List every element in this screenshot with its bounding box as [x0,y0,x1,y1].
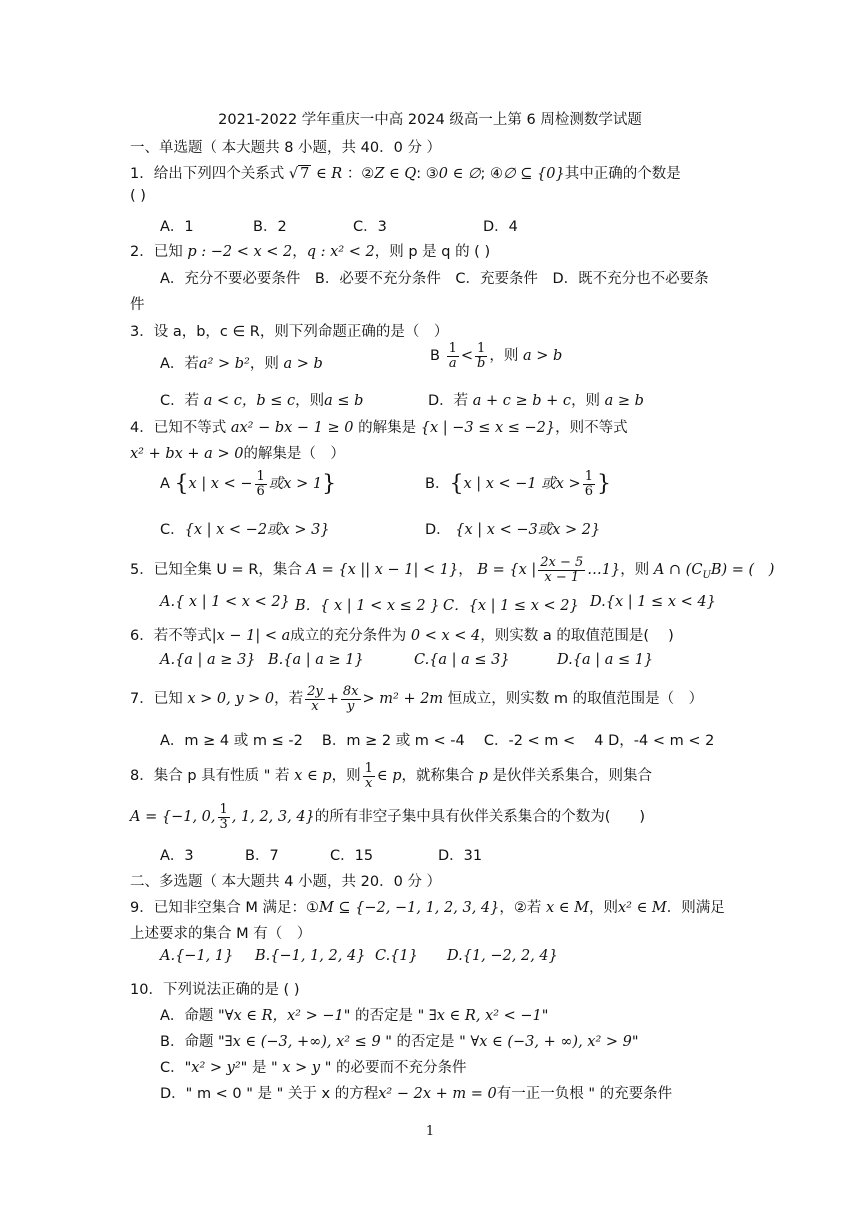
q9-option-c: C.{1} [375,948,418,964]
q5-option-c: C．{x | 1 ≤ x < 2} [443,598,579,614]
q6-option-b: B.{a | a ≥ 1} [268,652,364,668]
q8-option-b: B．7 [245,848,279,864]
question-10-stem: 10．下列说法正确的是 ( ) [130,982,300,998]
q4-option-d: D． {x | x < −3或x > 2} [425,522,601,538]
question-8-stem-cont: A = {−1, 0, $\frac{1}{3}$ , 1, 2, 3, 4}的所有非空子集中具有伙伴关系集合的个数为( ) [130,802,646,832]
section-single-choice: 一、单选题（ 本大题共 8 小题，共 40．0 分 ） [130,140,442,156]
q5-option-b: B．{ x | 1 < x ≤ 2 } [295,598,440,614]
page-number: 1 [425,1124,435,1139]
question-9-stem: 9．已知非空集合 M 满足：①M ⊆ {−2, −1, 1, 2, 3, 4}，②若 x ∈ M，则x² ∈ M．则满足 [130,900,725,916]
q6-option-a: A.{a | a ≥ 3} [160,652,256,668]
q4-option-b: B．{x | x < −1 或x > $\frac{1}{6}$ } [425,469,611,499]
q10-option-d: D．" m < 0 " 是 " 关于 x 的方程x² − 2x + m = 0有一正一负根 " 的充要条件 [160,1086,673,1102]
q8-option-c: C．15 [330,848,374,864]
section-multiple-choice: 二、多选题（ 本大题共 4 小题，共 20．0 分 ） [130,874,442,890]
q4-option-a: A {x | x < − $\frac{1}{6}$ 或x > 1} [160,469,337,499]
question-1-stem: 1．给出下列四个关系式 √ 7 ∈ R ：②Z ∈ Q: ③0 ∈ ∅; ④∅ ⊆ {0}其中正确的个数是 [130,166,681,182]
q6-option-d: D.{a | a ≤ 1} [557,652,654,668]
q5-option-a: A.{ x | 1 < x < 2} [160,594,290,610]
q3-option-d: D．若 a + c ≥ b + c，则 a ≥ b [428,393,644,409]
sqrt-expr: √ 7 [288,166,310,182]
question-5-stem: 5．已知全集 U = R，集合 A = {x || x − 1| < 1}， B = {x | $\frac{2x - 5}{x - 1}$ …1}，则 A ∩ $(C_UB)$ = ( ) [130,555,775,585]
q3-option-a: A．若a² > b²，则 a > b [160,356,323,372]
question-7-stem: 7．已知 x > 0, y > 0，若 $\frac{2y}{x}$ + $\frac{8x}{y}$ > m² + 2m 恒成立，则实数 m 的取值范围是（ ） [130,684,704,714]
page-title: 2021-2022 学年重庆一中高 2024 级高一上第 6 周检测数学试题 [218,112,642,128]
q9-option-a: A.{−1, 1} [160,948,234,964]
q8-option-d: D．31 [438,848,483,864]
q10-option-b: B．命题 "∃x ∈ (−3, +∞), x² ≤ 9 " 的否定是 " ∀x ∈ (−3, + ∞), x² > 9" [160,1034,639,1050]
q9-option-d: D.{1, −2, 2, 4} [447,948,558,964]
q3-option-b: B $\frac{1}{a}$ < $\frac{1}{b}$ ，则 a > b [430,341,563,371]
question-3-stem: 3．设 a，b，c ∈ R，则下列命题正确的是（ ） [130,324,449,340]
question-8-stem: 8．集合 p 具有性质 " 若 x ∈ p，则 $\frac{1}{x}$ ∈ p，就称集合 p 是伙伴关系集合，则集合 [130,761,652,791]
q9-option-b: B.{−1, 1, 2, 4} [255,948,366,964]
question-7-options: A．m ≥ 4 或 m ≤ -2 B．m ≥ 2 或 m < -4 C．-2 < m < 4 D，-4 < m < 2 [160,733,715,749]
question-4-stem-cont: x² + bx + a > 0的解集是（ ） [130,446,345,462]
q5-option-d: D.{x | 1 ≤ x < 4} [590,594,716,610]
question-4-stem: 4．已知不等式 ax² − bx − 1 ≥ 0 的解集是 {x | −3 ≤ x ≤ −2}，则不等式 [130,420,628,436]
q3-option-c: C．若 a < c，b ≤ c，则a ≤ b [160,393,364,409]
q1-option-a: A．1 [160,219,194,235]
q1-option-c: C．3 [353,219,387,235]
q4-option-c: C．{x | x < −2或x > 3} [160,522,330,538]
q10-option-a: A．命题 "∀x ∈ R，x² > −1" 的否定是 " ∃x ∈ R, x² < −1" [160,1008,549,1024]
question-9-stem-cont: 上述要求的集合 M 有（ ） [130,926,312,942]
q1-option-d: D．4 [483,219,518,235]
question-2-stem: 2．已知 p : −2 < x < 2，q : x² < 2，则 p 是 q 的 ( ) [130,244,491,260]
q6-option-c: C.{a | a ≤ 3} [414,652,510,668]
q1-option-b: B．2 [253,219,287,235]
question-2-options: A．充分不要必要条件 B．必要不充分条件 C．充要条件 D．既不充分也不必要条 [160,271,709,287]
q10-option-c: C．"x² > y²" 是 " x > y " 的必要而不充分条件 [160,1060,467,1076]
question-6-stem: 6．若不等式|x − 1| < a成立的充分条件为 0 < x < 4，则实数 a 的取值范围是( ) [130,628,674,644]
question-2-options-tail: 件 [130,297,145,313]
question-1-stem-cont: ( ) [130,188,146,204]
q8-option-a: A．3 [160,848,194,864]
